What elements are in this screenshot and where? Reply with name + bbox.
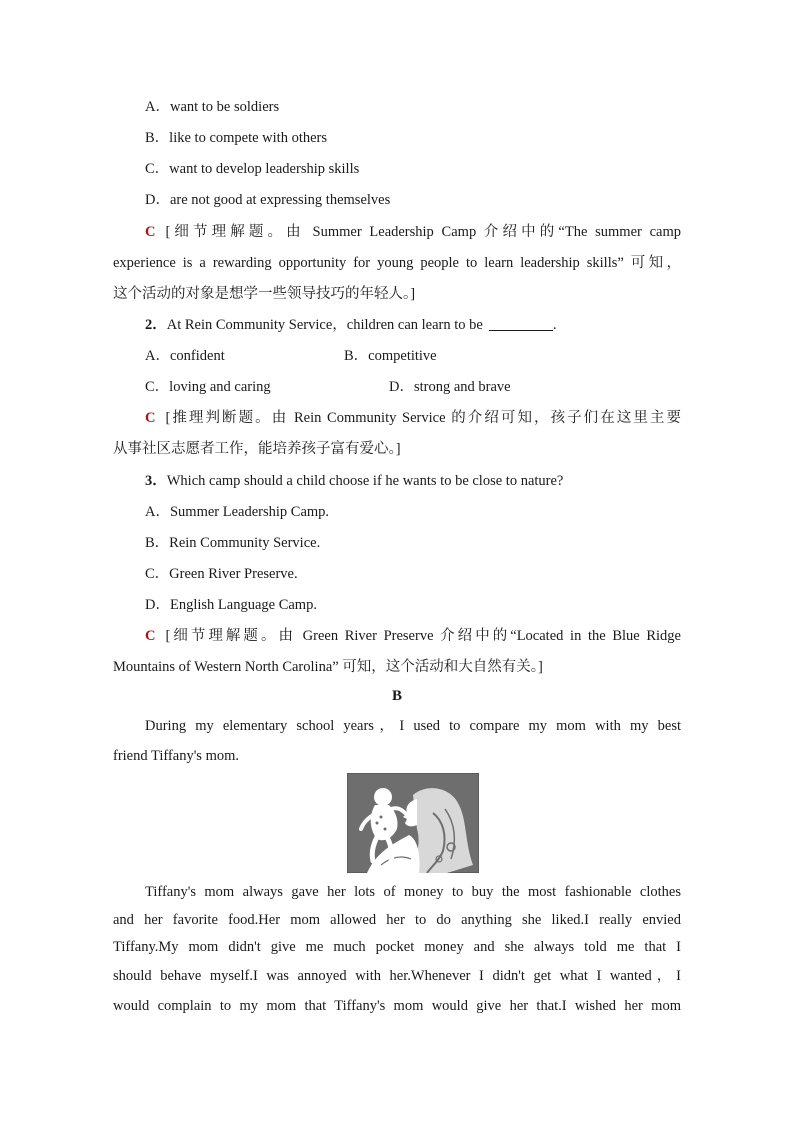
q1-explanation-1: [细节理解题。由 Summer Leadership Camp 介绍中的“The summer camp (165, 224, 681, 240)
q2-option-c: C．loving and caring (145, 379, 271, 395)
q2-explanation-1: [推理判断题。由 Rein Community Service 的介绍可知，孩子们在这里主要 (165, 410, 681, 426)
q2-option-a: A．confident (145, 348, 225, 364)
mother-child-illustration (347, 773, 479, 873)
q3-option-a: A．Summer Leadership Camp. (145, 504, 330, 520)
section-heading: B (391, 688, 402, 704)
passage-line3: Tiffany.My mom didn't give me much pocket money and she always told me that I (113, 939, 681, 955)
q3-number: 3． (145, 473, 167, 489)
passage-line1: Tiffany's mom always gave her lots of money to buy the most fashionable clothes (145, 884, 681, 900)
q1-explanation-3: 这个活动的对象是想学一些领导技巧的年轻人。] (113, 286, 416, 302)
passage-line5: would complain to my mom that Tiffany's mom would give her that.I wished her mom (113, 998, 681, 1014)
q1-option-a: A．want to be soldiers (145, 99, 280, 115)
q2-blank (489, 316, 553, 331)
q2-answer-letter: C (145, 410, 156, 426)
q2-text: At Rein Community Service，children can learn to be (166, 317, 483, 333)
q3-explanation-1: [细节理解题。由 Green River Preserve 介绍中的“Located in the Blue Ridge (165, 628, 681, 644)
q2-number: 2． (145, 317, 167, 333)
q2-stem (145, 315, 713, 335)
q3-answer-letter: C (145, 628, 156, 644)
q3-text: Which camp should a child choose if he wants to be close to nature? (166, 473, 564, 489)
q1-option-d: D．are not good at expressing themselves (145, 192, 391, 208)
q2-end: . (552, 317, 557, 333)
q2-explanation-2: 从事社区志愿者工作，能培养孩子富有爱心。] (113, 441, 401, 457)
q1-option-b: B．like to compete with others (145, 130, 328, 146)
q3-stem (145, 471, 713, 491)
q1-answer-line1 (113, 222, 681, 242)
passage-line2: and her favorite food.Her mom allowed her to do anything she liked.I really envied (113, 912, 681, 928)
q2-option-d: D．strong and brave (389, 379, 511, 395)
q2-option-b: B．competitive (344, 348, 437, 364)
q3-option-d: D．English Language Camp. (145, 597, 317, 613)
q1-option-c: C．want to develop leadership skills (145, 161, 360, 177)
q1-explanation-2: experience is a rewarding opportunity for young people to learn leadership skills” 可知， (113, 255, 681, 271)
q3-option-b: B．Rein Community Service. (145, 535, 321, 551)
passage-line4: should behave myself.I was annoyed with her.Whenever I didn't get what I wanted，I (113, 968, 681, 984)
q3-option-c: C．Green River Preserve. (145, 566, 298, 582)
q1-answer-letter: C (145, 224, 156, 240)
q2-answer-line1 (113, 408, 681, 428)
passage-intro-line1: During my elementary school years，I used to compare my mom with my best (145, 718, 681, 734)
q3-explanation-2: Mountains of Western North Carolina” 可知，这个活动和大自然有关。] (113, 659, 543, 675)
mother-and-child-silhouette-icon (347, 773, 479, 873)
passage-intro-line2: friend Tiffany's mom. (113, 748, 240, 764)
q3-answer-line1 (113, 626, 681, 646)
